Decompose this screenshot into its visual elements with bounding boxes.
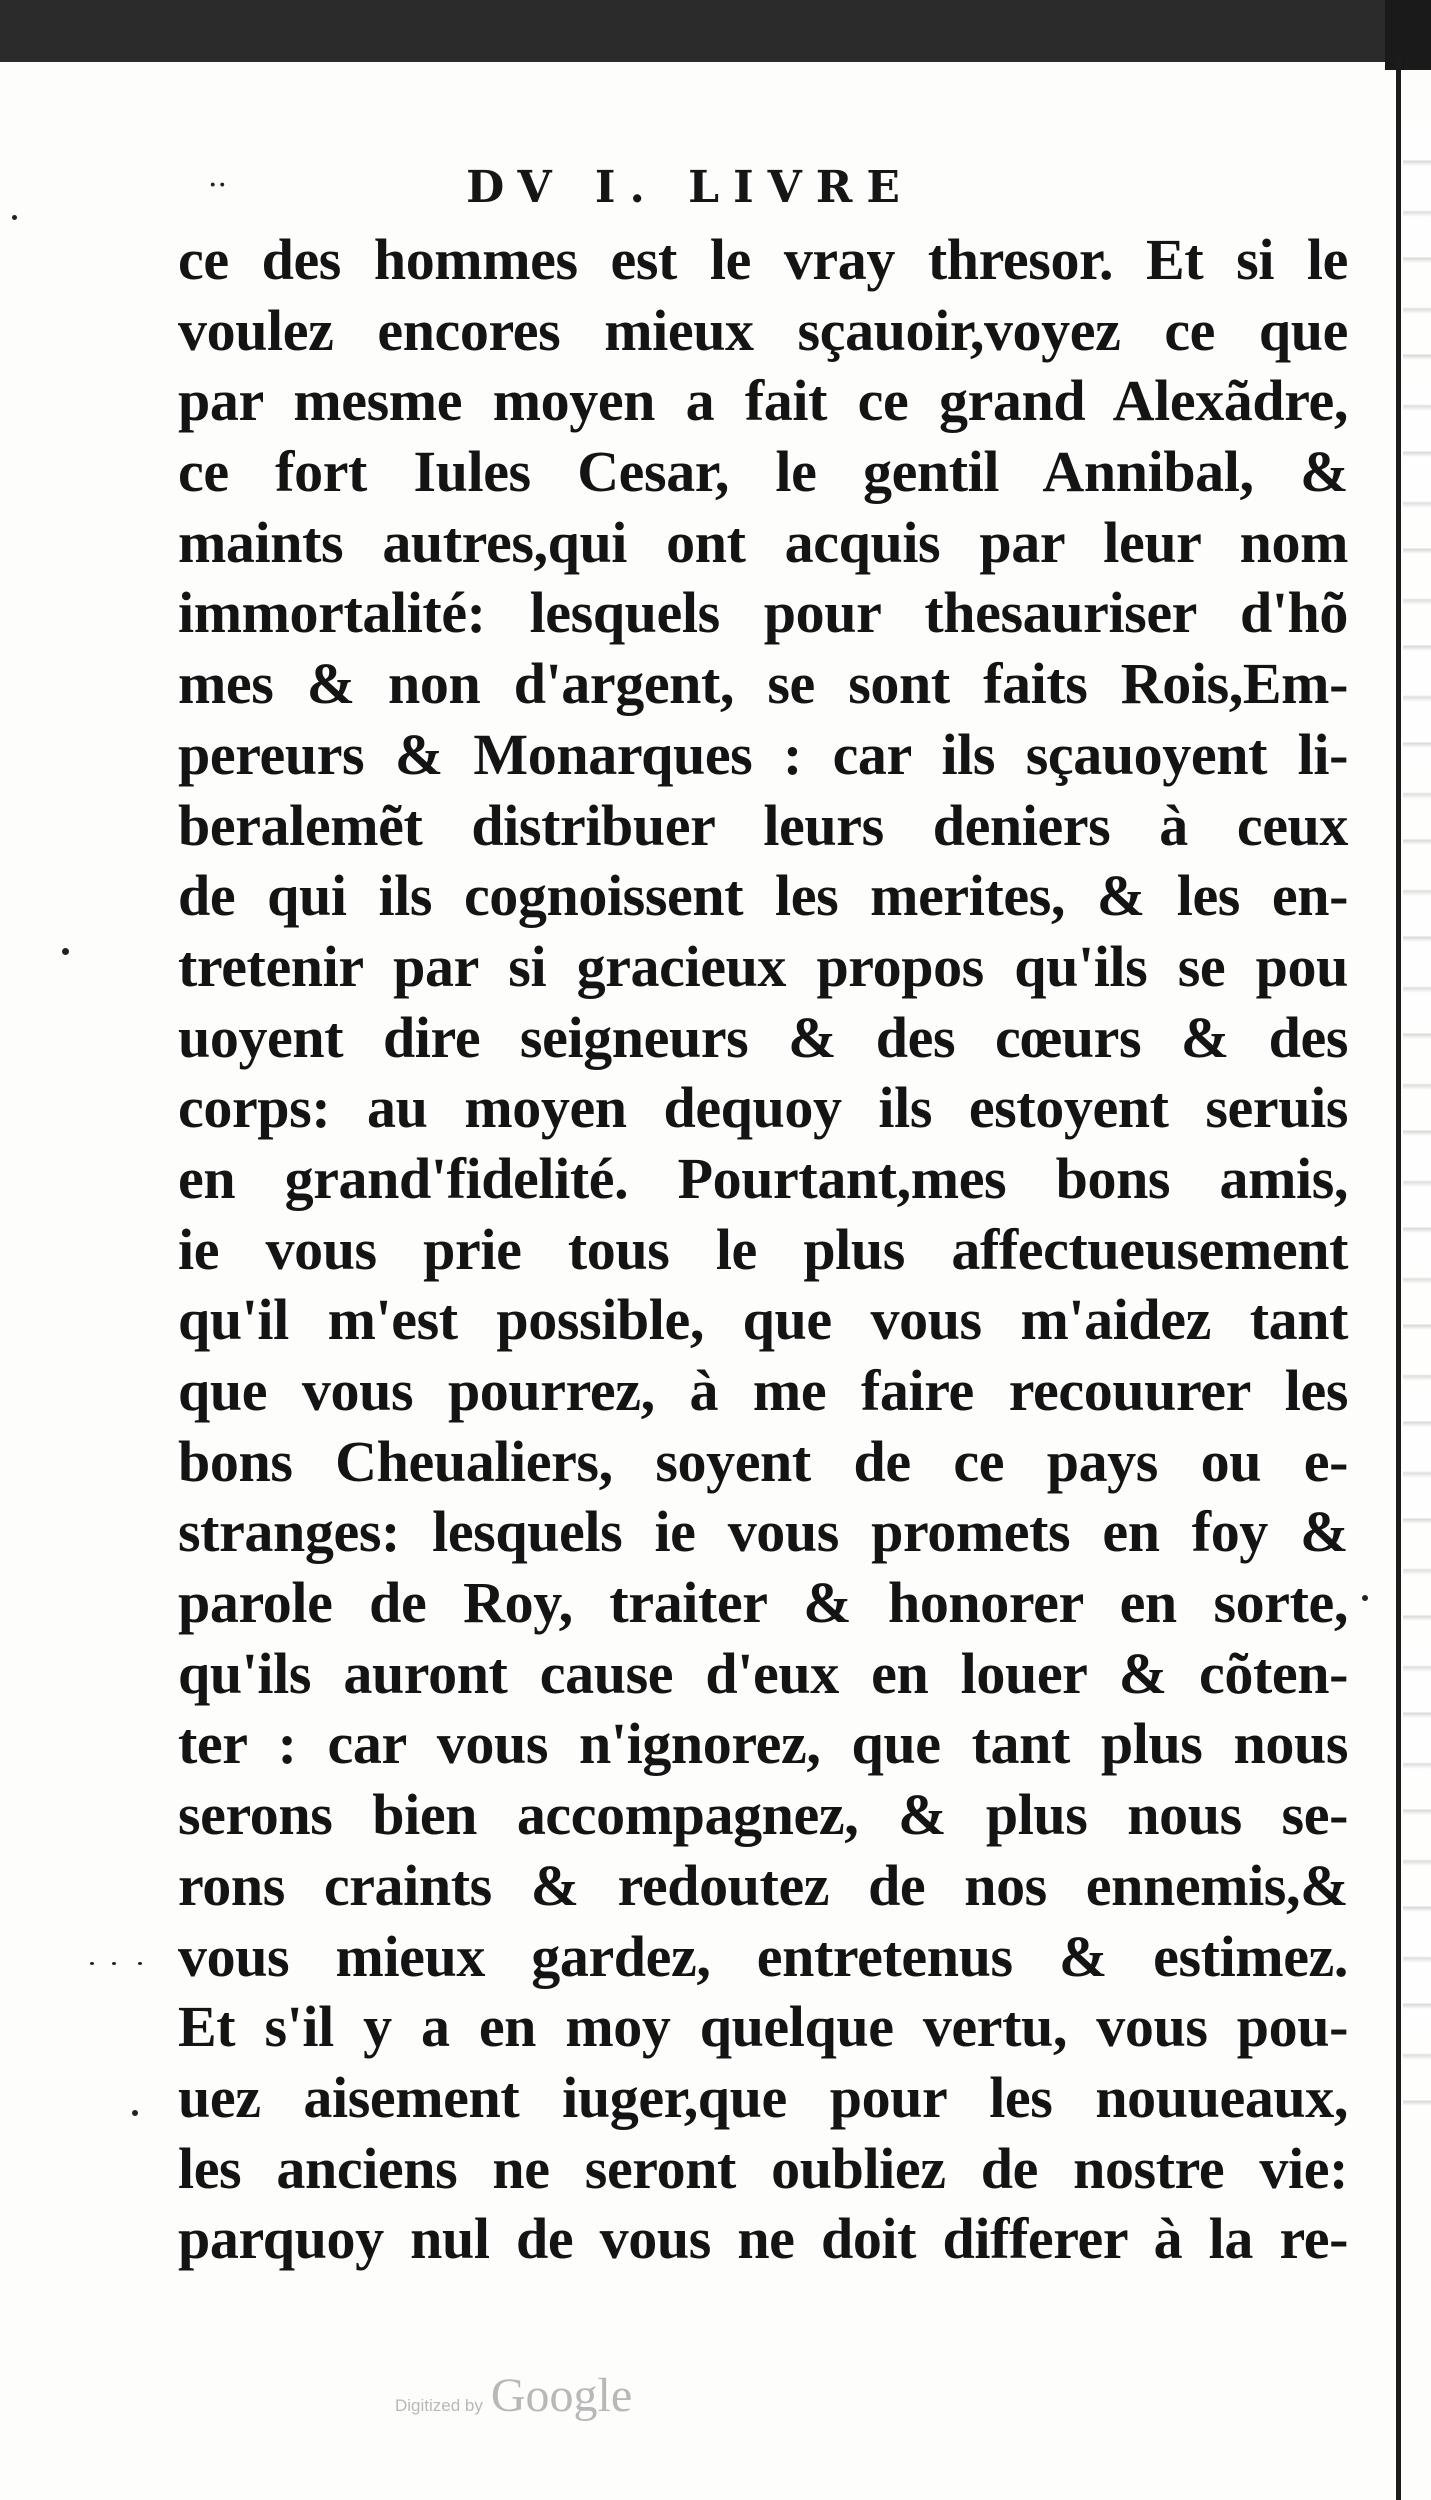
text-line: bons Cheualiers, soyent de ce pays ou e- <box>178 1428 1348 1494</box>
page-edge-line <box>1396 55 1401 2500</box>
text-line: Et s'il y a en moy quelque vertu, vous pou- <box>178 1994 1348 2060</box>
text-line: stranges: lesquels ie vous promets en foy & <box>178 1499 1348 1565</box>
text-line: les anciens ne seront oubliez de nostre vie: <box>178 2135 1348 2201</box>
text-line: ce des hommes est le vray thresor. Et si le <box>178 227 1348 292</box>
adjacent-page-bleed <box>1403 120 1431 2120</box>
scan-speck <box>132 2110 138 2116</box>
body-text <box>178 225 1348 2275</box>
text-line: vous mieux gardez, entretenus & estimez. <box>178 1923 1348 1989</box>
text-line: qu'il m'est possible, que vous m'aidez tant <box>178 1287 1348 1353</box>
text-line: mes & non d'argent, se sont faits Rois,Em- <box>178 651 1348 717</box>
scan-top-border <box>0 0 1431 62</box>
scan-speck <box>62 948 69 955</box>
text-line: par mesme moyen a fait ce grand Alexãdre, <box>178 368 1348 434</box>
text-line: serons bien accompagnez, & plus nous se- <box>178 1782 1348 1848</box>
text-line: que vous pourrez, à me faire recouurer les <box>178 1358 1348 1423</box>
text-line: uez aisement iuger,que pour les nouueaux, <box>178 2064 1348 2130</box>
running-head: DV I. LIVRE <box>466 162 914 213</box>
text-line: voulez encores mieux sçauoir,voyez ce que <box>178 297 1348 363</box>
scan-speck <box>90 1962 94 1965</box>
text-line: pereurs & Monarques : car ils sçauoyent li- <box>178 721 1348 787</box>
text-line: rons craints & redoutez de nos ennemis,& <box>178 1852 1348 1918</box>
digitized-watermark <box>395 2368 715 2428</box>
scan-speck <box>138 1962 142 1965</box>
text-line: en grand'fidelité. Pourtant,mes bons amis, <box>178 1145 1348 1211</box>
text-line: maints autres,qui ont acquis par leur nom <box>178 509 1348 575</box>
text-line: de qui ils cognoissent les merites, & les en- <box>178 863 1348 929</box>
text-line: qu'ils auront cause d'eux en louer & cõten- <box>178 1640 1348 1706</box>
text-line: ie vous prie tous le plus affectueusement <box>178 1216 1348 1282</box>
text-line: corps: au moyen dequoy ils estoyent seruis <box>178 1075 1348 1141</box>
scan-speck <box>12 215 17 220</box>
text-line: ter : car vous n'ignorez, que tant plus nous <box>178 1711 1348 1777</box>
text-line: beralemẽt distribuer leurs deniers à ceux <box>178 792 1348 858</box>
running-head-mark: ·· <box>208 168 228 203</box>
text-line: tretenir par si gracieux propos qu'ils se pou <box>178 933 1348 999</box>
scan-speck <box>112 1962 116 1965</box>
google-logo: Google <box>490 2369 633 2422</box>
text-line: parquoy nul de vous ne doit differer à la re- <box>178 2206 1348 2272</box>
digitized-by-label: Digitized by <box>395 2396 483 2415</box>
text-line: immortalité: lesquels pour thesauriser d'hõ <box>178 580 1348 646</box>
text-line: ce fort Iules Cesar, le gentil Annibal, & <box>178 439 1348 505</box>
text-line: uoyent dire seigneurs & des cœurs & des <box>178 1004 1348 1070</box>
scan-corner-shadow <box>1385 0 1431 70</box>
scan-speck <box>1362 1595 1368 1601</box>
text-line: parole de Roy, traiter & honorer en sorte, <box>178 1570 1348 1636</box>
